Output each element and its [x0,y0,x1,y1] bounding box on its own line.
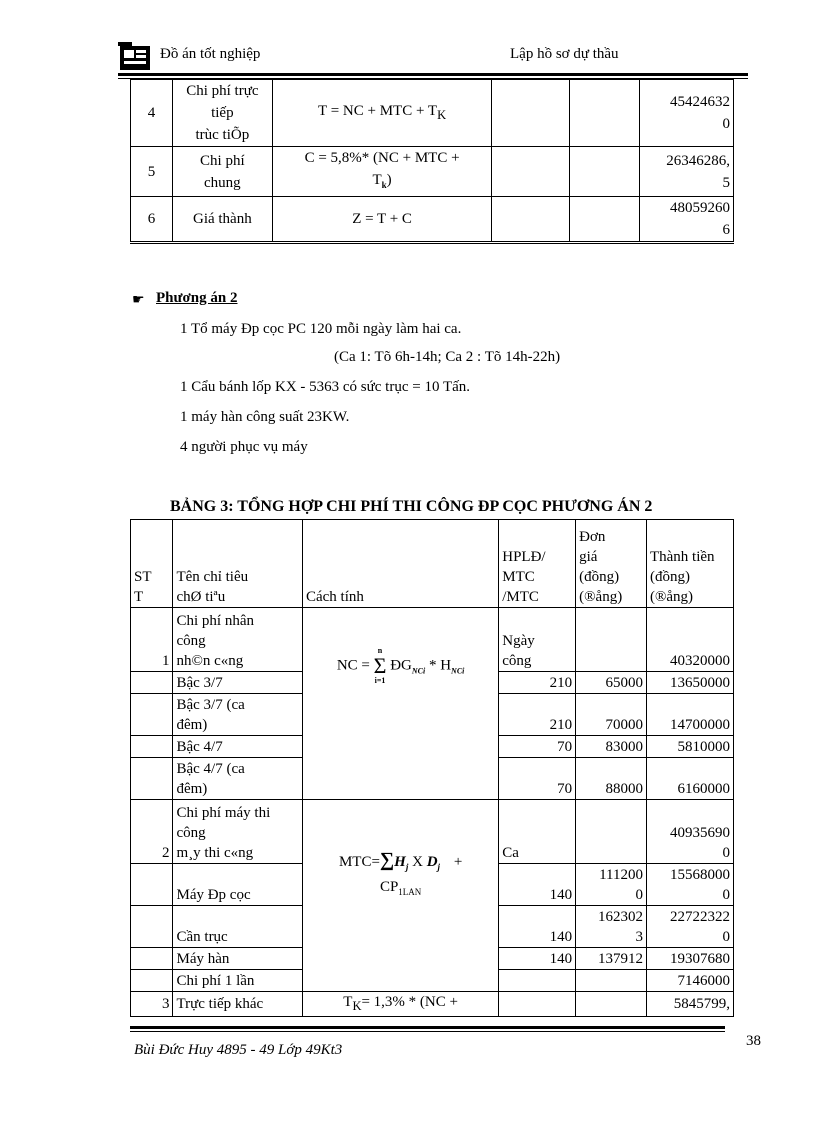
header-line: Đơn [579,529,606,545]
item-name-cell [173,608,303,672]
header-line: /MTC [502,589,539,605]
sum-sign: Σ [373,653,387,678]
item-name-cell [173,800,303,864]
quantity-cell: 140 [499,948,576,970]
empty-cell [131,864,173,906]
item-name-line: nh©n c«ng [176,653,244,669]
value-cell [640,147,734,197]
empty-cell [499,970,576,992]
empty-cell [131,906,173,948]
header-line: Thành tiền [649,549,715,565]
formula-text: + [450,854,463,870]
empty-cell [131,948,173,970]
cost-table-continued [130,79,734,244]
empty-cell [131,970,173,992]
stt-cell: 6 [131,197,173,243]
value-line: 45424632 [670,94,730,110]
formula-text: NC = [336,657,374,674]
formula-text: T [343,994,353,1010]
formula-text: T = NC + MTC + T [318,103,438,119]
unit-line: Ngày [502,633,535,649]
amount-line: 22722322 [670,909,730,925]
price-cell: 88000 [576,758,647,800]
price-line: 3 [635,929,643,945]
value-line: 48059260 [670,200,730,216]
paragraph-line: 4 người phục vụ máy [180,439,308,455]
amount-cell: 7146000 [646,970,733,992]
item-name-line: Bậc 4/7 (ca [176,761,245,777]
amount-cell: 13650000 [646,672,733,694]
empty-cell [570,197,640,243]
empty-cell [131,758,173,800]
item-name-cell: Máy hàn [173,948,303,970]
item-name-line: Chi phí máy thi [176,805,271,821]
price-cell [576,906,647,948]
col-header-stt [131,520,173,608]
header-line: (®ång) [579,589,623,605]
item-name-cell: Bậc 4/7 [173,736,303,758]
item-name-line: Chi phí trực [186,83,259,99]
table-row [131,147,734,197]
item-name-cell: Chi phí 1 lần [173,970,303,992]
table-header-row [131,520,734,608]
cost-summary-table [130,519,734,1017]
unit-cell [499,608,576,672]
item-name-cell [172,80,272,147]
col-header-hpld [499,520,576,608]
formula-subscript: j [437,862,441,872]
nc-formula [337,646,465,686]
sum-sign: ∑ [379,849,395,871]
unit-cell: Ca [499,800,576,864]
item-name-line: m¸y thi c«ng [176,845,254,861]
item-name-cell: Trực tiếp khác [173,992,303,1017]
formula-subscript: K [437,108,447,122]
empty-cell [499,992,576,1017]
footer-rule-thin [130,1031,725,1032]
item-name-cell: Máy Đp cọc [173,864,303,906]
item-name-line: đêm) [176,717,208,733]
stt-cell: 2 [131,800,173,864]
tk-formula-cell [302,992,498,1017]
stt-cell: 1 [131,608,173,672]
header-line: HPLĐ/ [502,549,546,565]
item-name-cell [173,694,303,736]
paragraph-line: 1 máy hàn công suất 23KW. [180,409,350,425]
formula-subscript: NCi [451,666,465,676]
item-name-cell: Giá thành [172,197,272,243]
item-name-line: trùc tiÕp [195,127,250,143]
formula-text: ĐG [390,657,412,674]
price-line: 111200 [599,867,643,883]
formula-text: C = 5,8%* (NC + MTC + [304,150,460,166]
formula-subscript: NCi [411,666,426,676]
item-name-cell [173,758,303,800]
empty-cell [570,147,640,197]
section-title: Phương án 2 [156,290,238,306]
nc-formula-cell [302,608,498,800]
formula-text: * H [425,657,452,674]
item-name-line: tiếp [211,105,234,121]
price-line: 0 [635,887,643,903]
footer-author: Bùi Đức Huy 4895 - 49 Lớp 49Kt3 [134,1042,343,1058]
quantity-cell: 70 [499,736,576,758]
paragraph-line: (Ca 1: Tõ 6h-14h; Ca 2 : Tõ 14h-22h) [334,349,561,365]
value-line: 5 [722,174,730,191]
formula-cell [272,80,492,147]
value-line: 0 [722,116,730,132]
amount-cell [646,800,733,864]
amount-cell: 5845799, [646,992,733,1017]
table-row [131,608,734,672]
quantity-cell: 140 [499,906,576,948]
price-line: 162302 [597,909,643,925]
paragraph-line: 1 Cẩu bánh lốp KX - 5363 có sức trục = 10 Tấn. [180,379,471,395]
formula-subscript: j [405,862,409,872]
header-line: chØ tiªu [176,589,226,605]
empty-cell [131,672,173,694]
footer-rule [130,1026,725,1029]
empty-cell [492,147,570,197]
item-name-line: công [176,825,206,841]
mtc-formula-line-2 [306,877,495,902]
empty-cell [131,694,173,736]
value-line: 26346286, [666,152,730,169]
empty-cell [492,80,570,147]
formula-subscript: 1LAN [398,887,422,897]
formula-subscript: k [381,180,387,190]
empty-cell [131,736,173,758]
quantity-cell: 140 [499,864,576,906]
value-line: 6 [722,222,730,238]
header-line: (đồng) [579,569,620,585]
amount-line: 0 [722,929,730,945]
amount-cell: 19307680 [646,948,733,970]
empty-cell [576,800,647,864]
formula-text: = 1,3% * (NC + [361,994,458,1010]
empty-cell [492,197,570,243]
item-name-line: Chi phí [200,152,245,169]
item-name-line: công [176,633,206,649]
quantity-cell: 70 [499,758,576,800]
sum-symbol [374,646,387,686]
amount-line: 0 [722,887,730,903]
formula-subscript: K [352,999,362,1013]
quantity-cell: 210 [499,694,576,736]
price-cell: 70000 [576,694,647,736]
empty-cell [576,608,647,672]
formula-text: T [372,172,382,188]
table-row [131,80,734,147]
item-name-cell: Bậc 3/7 [173,672,303,694]
item-name-line: Bậc 3/7 (ca [176,697,245,713]
col-header-name [173,520,303,608]
sum-lower: i=1 [374,676,386,685]
formula-text: ) [386,172,392,188]
amount-cell: 5810000 [646,736,733,758]
stt-cell: 4 [131,80,173,147]
formula-text: CP [379,879,399,895]
formula-cell [272,147,492,197]
amount-cell: 40320000 [646,608,733,672]
amount-cell: 14700000 [646,694,733,736]
header-right-title: Lập hồ sơ dự thầu [510,46,619,62]
formula-cell: Z = T + C [272,197,492,243]
mtc-formula [306,850,495,877]
empty-cell [570,80,640,147]
stt-cell: 5 [131,147,173,197]
header-left-title: Đồ án tốt nghiệp [160,46,261,62]
paragraph-line: 1 Tổ máy Đp cọc PC 120 mỗi ngày làm hai ca. [180,321,462,337]
page-number: 38 [746,1033,761,1049]
amount-cell [646,906,733,948]
header-line: giá [579,549,598,565]
quantity-cell: 210 [499,672,576,694]
sum-upper: n [377,646,383,655]
formula-line-2 [276,169,489,196]
amount-line: 40935690 [670,825,730,841]
header-rule [118,73,748,76]
col-header-price [576,520,647,608]
table-row [131,992,734,1017]
header-line: (đồng) [649,569,690,585]
formula-text: X [408,854,427,870]
price-cell: 137912 [576,948,647,970]
value-cell [640,197,734,243]
price-cell [576,864,647,906]
mtc-formula-cell [302,800,498,992]
item-name-line: Chi phí nhân [176,613,254,629]
amount-cell [646,864,733,906]
item-name-line: đêm) [176,781,208,797]
value-cell [640,80,734,147]
unit-line: công [502,653,532,669]
header-line: T [134,589,144,605]
table-row [131,800,734,864]
document-logo-icon [118,42,154,72]
price-cell: 65000 [576,672,647,694]
header-line: ST [134,569,152,585]
amount-line: 0 [722,845,730,861]
formula-text: D [426,854,438,870]
item-name-cell: Cần trục [173,906,303,948]
table-row [131,197,734,243]
formula-text: H [394,854,406,870]
amount-line: 15568000 [670,867,730,883]
item-name-line: chung [204,174,241,191]
table-title: BẢNG 3: TỔNG HỢP CHI PHÍ THI CÔNG ĐP CỌC PHƯƠNG ÁN 2 [170,498,653,515]
item-name-cell [172,147,272,197]
pointing-hand-icon: ☛ [132,293,145,308]
stt-cell: 3 [131,992,173,1017]
empty-cell [576,970,647,992]
col-header-method: Cách tính [302,520,498,608]
price-cell: 83000 [576,736,647,758]
header-line: Tên chỉ tiêu [176,569,249,585]
header-line: MTC [502,569,535,585]
formula-text: MTC= [338,854,380,870]
empty-cell [576,992,647,1017]
amount-cell: 6160000 [646,758,733,800]
header-line: (®ång) [649,589,693,605]
col-header-amount [646,520,733,608]
